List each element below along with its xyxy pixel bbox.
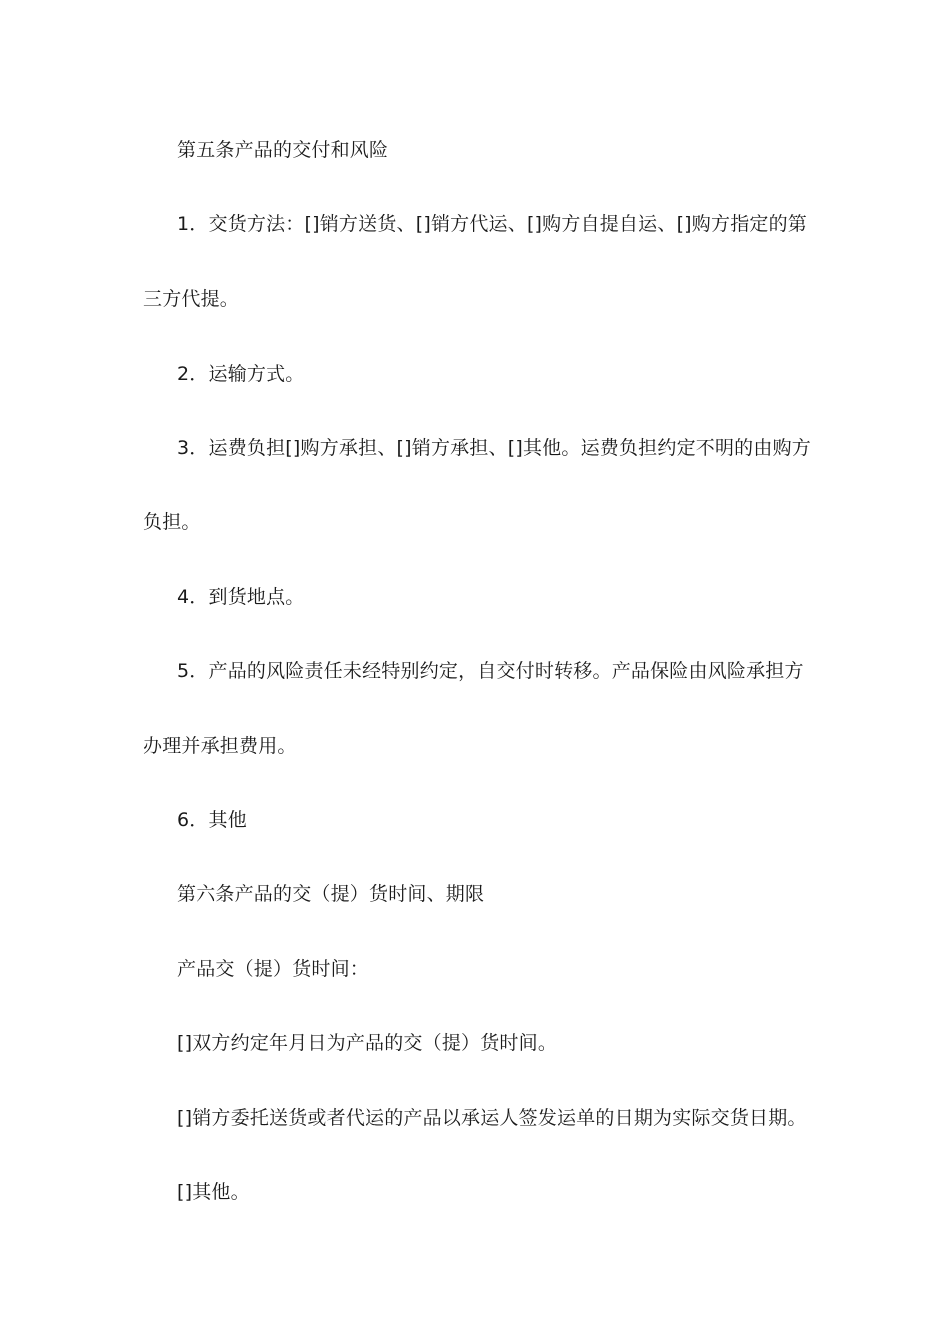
- clause-5-4-arrival-place: 4．到货地点。: [177, 586, 305, 608]
- delivery-time-option-carrier: []销方委托送货或者代运的产品以承运人签发运单的日期为实际交货日期。: [177, 1107, 807, 1129]
- delivery-time-label: 产品交（提）货时间：: [177, 958, 370, 980]
- article-6-heading: 第六条产品的交（提）货时间、期限: [177, 883, 485, 905]
- clause-5-5-continuation: 办理并承担费用。: [143, 735, 297, 757]
- clause-5-1-continuation: 三方代提。: [143, 288, 240, 310]
- clause-5-5-risk: 5．产品的风险责任未经特别约定，自交付时转移。产品保险由风险承担方: [177, 660, 804, 682]
- clause-5-2-transport-mode: 2．运输方式。: [177, 363, 305, 385]
- clause-5-3-freight: 3．运费负担[]购方承担、[]销方承担、[]其他。运费负担约定不明的由购方: [177, 437, 811, 459]
- delivery-time-option-other: []其他。: [177, 1181, 250, 1203]
- clause-5-1-delivery-method: 1．交货方法：[]销方送货、[]销方代运、[]购方自提自运、[]购方指定的第: [177, 213, 807, 235]
- clause-5-6-other: 6．其他: [177, 809, 247, 831]
- clause-5-3-continuation: 负担。: [143, 511, 201, 533]
- article-5-heading: 第五条产品的交付和风险: [177, 139, 389, 161]
- delivery-time-option-agreed: []双方约定年月日为产品的交（提）货时间。: [177, 1032, 558, 1054]
